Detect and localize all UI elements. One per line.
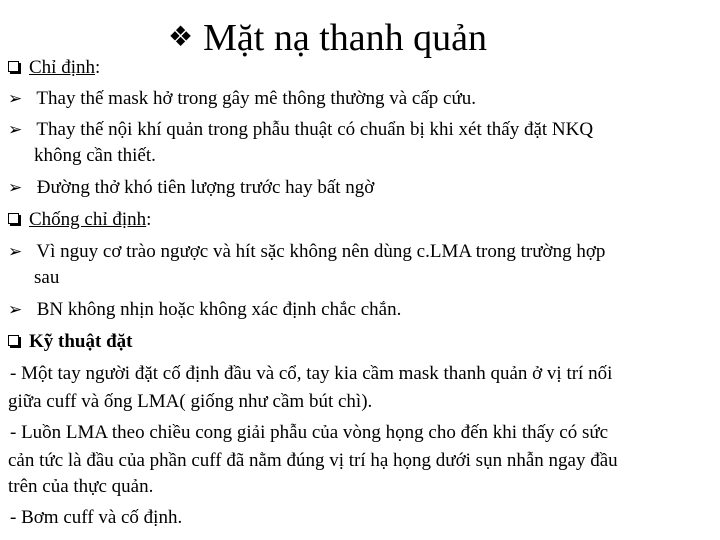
contraindications-heading: Chống chỉ định:: [8, 208, 151, 231]
indication-item-text: Thay thế mask hở trong gây mê thông thường và cấp cứu.: [36, 88, 477, 109]
indication-item-continuation: không cần thiết.: [34, 145, 156, 166]
contraindications-heading-text: Chống chỉ định: [29, 209, 147, 230]
indication-item-text: Đường thở khó tiên lượng trước hay bất ngờ: [36, 177, 375, 198]
indications-heading: Chỉ định:: [8, 56, 100, 79]
arrow-bullet-icon: ➢: [8, 178, 23, 197]
indication-item: [8, 176, 374, 199]
arrow-bullet-icon: ➢: [8, 300, 23, 319]
technique-heading-text: Kỹ thuật đặt: [29, 331, 133, 352]
technique-heading: [8, 330, 132, 353]
arrow-bullet-icon: ➢: [8, 120, 23, 139]
arrow-bullet-icon: ➢: [8, 242, 23, 261]
technique-line: - Bơm cuff và cố định.: [10, 507, 183, 528]
indication-item: [8, 118, 593, 141]
technique-line: cản tức là đầu của phần cuff đã nằm đúng vị trí hạ họng dưới sụn nhẫn ngay đầu: [8, 450, 618, 471]
indications-heading-text: Chỉ định: [29, 57, 95, 78]
contraindication-item: [8, 240, 605, 263]
technique-line: - Luồn LMA theo chiều cong giải phẫu của vòng họng cho đến khi thấy có sức: [10, 422, 609, 443]
technique-line: - Một tay người đặt cố định đầu và cổ, tay kia cầm mask thanh quản ở vị trí nối: [10, 363, 613, 384]
indication-item-text: Thay thế nội khí quản trong phẫu thuật có chuẩn bị khi xét thấy đặt NKQ: [36, 119, 594, 140]
slide-title-text: Mặt nạ thanh quản: [203, 17, 487, 59]
technique-line: giữa cuff và ống LMA( giống như cầm bút chì).: [8, 391, 373, 412]
contraindication-item: [8, 298, 401, 321]
contraindication-item-text: BN không nhịn hoặc không xác định chắc chắn.: [36, 299, 402, 320]
slide-title: [168, 14, 568, 62]
contraindication-item-continuation: sau: [34, 267, 60, 288]
contraindication-item-text: Vì nguy cơ trào ngược và hít sặc không nên dùng c.LMA trong trường hợp: [36, 241, 606, 262]
checkbox-bullet-icon: [8, 61, 19, 72]
diamond-cluster-icon: ❖: [168, 22, 194, 53]
arrow-bullet-icon: ➢: [8, 89, 23, 108]
technique-line: trên của thực quản.: [8, 476, 154, 497]
checkbox-bullet-icon: [8, 213, 19, 224]
checkbox-bullet-icon: [8, 335, 19, 346]
indication-item: [8, 87, 476, 110]
